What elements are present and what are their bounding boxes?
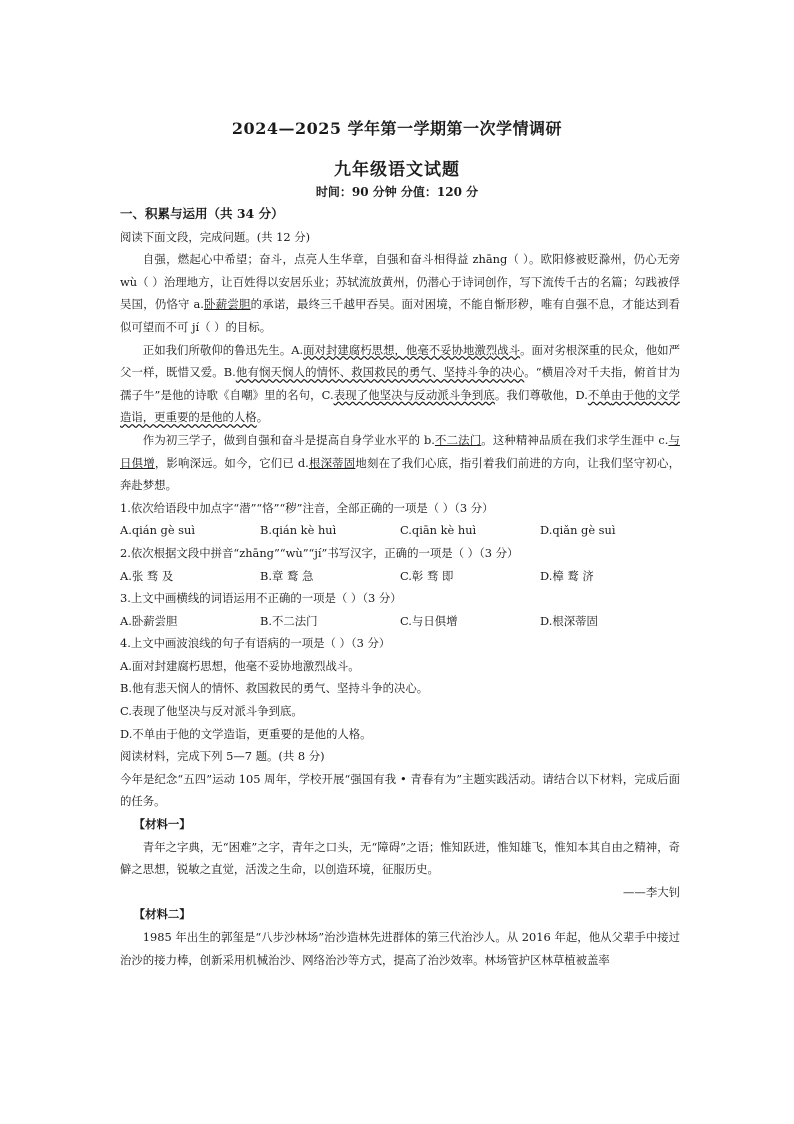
option: D.qiǎn gè suì <box>540 523 616 538</box>
wavy-sentence-c: 表现了他坚决与反动派斗争到底 <box>333 387 495 402</box>
underlined-term: 卧薪尝胆 <box>203 297 251 312</box>
option: A.qián gè suì <box>120 523 196 538</box>
option: B.不二法门 <box>260 613 318 628</box>
question-1-options <box>120 519 680 542</box>
wavy-sentence-d1: 不单 <box>587 387 611 402</box>
subject-title: 九年级语文试题 <box>334 160 460 180</box>
activity-description: 今年是纪念“五四”运动 105 周年，学校开展“强国有我 • 青春有为”主题实践活动。请结合以下材料，完成后面的任务。 <box>120 771 680 809</box>
reading-intro-2: 阅读材料，完成下列 5—7 题。(共 8 分) <box>120 749 325 764</box>
option: D.樟 鹜 济 <box>540 568 594 583</box>
material-2-title: 【材料二】 <box>133 907 191 922</box>
question-2-options <box>120 565 680 588</box>
option: C.表现了他坚决与反对派斗争到底。 <box>120 704 303 719</box>
option: D.不单由于他的文学造诣，更重要的是他的人格。 <box>120 726 372 741</box>
question-3: 3.上文中画横线的词语运用不正确的一项是（ ）（3 分） <box>120 591 402 606</box>
option: A.张 骛 及 <box>120 568 174 583</box>
underlined-term: 根深蒂固 <box>308 455 356 470</box>
wavy-sentence-a: 面对封建腐朽思想，他毫不妥协地激烈战斗 <box>303 342 521 357</box>
passage-paragraph-2: 正如我们所敬仰的鲁迅先生。A.面对封建腐朽思想，他毫不妥协地激烈战斗。面对劣根深重的民众，他如严父一样，既惜又爱。B.他有悯天悯人的情怀、救国救民的勇气、坚持斗争的决心。“横眉冷对千夫指，俯首甘为孺子牛”是他的诗歌《自嘲》里的名句，C.表现了他坚决与反动派斗争到底。我们尊敬他，D.不单由于他的文学造诣，更重要的是他的人格。 <box>120 342 680 425</box>
reading-intro: 阅读下面文段，完成问题。(共 12 分) <box>120 229 311 244</box>
wavy-sentence-b: 他有悯天悯人的情怀、救国救民的勇气、坚持斗争的决心 <box>235 365 525 380</box>
material-2-text: 1985 年出生的郭玺是“八步沙林场”治沙造林先进群体的第三代治沙人。从 2016 年起，他从父辈手中接过治沙的接力棒，创新采用机械治沙、网络治沙等方式，提高了治沙效率。林场管护区林草植被盖率 <box>120 930 680 967</box>
question-3-options <box>120 610 680 633</box>
exam-title: 2024—2025 学年第一学期第一次学情调研 <box>231 119 563 138</box>
passage-paragraph-1: 自强，燃起心中希望；奋斗，点亮人生华章，自强和奋斗相得益 zhāng（ ）。欧阳修被贬滁州，仍心无旁 wù（ ）治理地方，让百姓得以安居乐业；苏轼流放黄州，仍潜心于诗词创作，写下流传千古的名篇；勾践被俘吴国，仍恪守 a.卧薪尝胆的承诺，最终三千越甲吞吴。面对困境，不能自惭形秽，唯有自强不息，才能达到看似可望而不可 jí（ ）的目标。 <box>120 252 680 334</box>
question-1: 1.依次给语段中加点字“潜”“恪”“秽”注音，全部正确的一项是（ ）（3 分） <box>120 500 494 515</box>
wavy-sentence-d2: 由于他的文学造诣，更重要的是他的人格 <box>120 387 680 425</box>
section-heading: 一、积累与运用（共 34 分） <box>120 206 284 221</box>
underlined-term: 与日俱增 <box>120 432 680 470</box>
option: C.彰 骛 即 <box>400 568 454 583</box>
material-1-signature: ——李大钊 <box>623 884 680 899</box>
passage-paragraph-3: 作为初三学子，做到自强和奋斗是提高自身学业水平的 b.不二法门。这种精神品质在我们求学生涯中 c.与日俱增，影响深远。如今，它们已 d.根深蒂固地刻在了我们心底，指引着我们前进的方向，让我们坚守初心，奔赴梦想。 <box>120 432 680 493</box>
question-4: 4.上文中画波浪线的句子有语病的一项是（ ）（3 分） <box>120 636 391 651</box>
option: B.章 鹜 急 <box>260 568 314 583</box>
option: B.qián kè huì <box>260 523 337 538</box>
option: A.面对封建腐朽思想，他毫不妥协地激烈战斗。 <box>120 658 360 673</box>
question-2: 2.依次根据文段中拼音“zhāng”“wù”“jí”书写汉字，正确的一项是（ ）（3 分） <box>120 545 519 560</box>
material-1-text: 青年之字典，无“困难”之字，青年之口头，无“障碍”之语；惟知跃进，惟知雄飞，惟知本其自由之精神，奇僻之思想，锐敏之直觉，活泼之生命，以创造环境，征服历史。 <box>120 839 680 877</box>
exam-meta: 时间：90 分钟 分值：120 分 <box>315 185 479 199</box>
material-1-title: 【材料一】 <box>133 817 191 832</box>
exam-content <box>120 203 680 971</box>
option: D.根深蒂固 <box>540 613 598 628</box>
underlined-term: 不二法门 <box>434 432 482 447</box>
option: A.卧薪尝胆 <box>120 613 178 628</box>
option: C.qiān kè huì <box>400 523 477 538</box>
option: C.与日俱增 <box>400 613 458 628</box>
option: B.他有悲天悯人的情怀、救国救民的勇气、坚持斗争的决心。 <box>120 681 429 696</box>
